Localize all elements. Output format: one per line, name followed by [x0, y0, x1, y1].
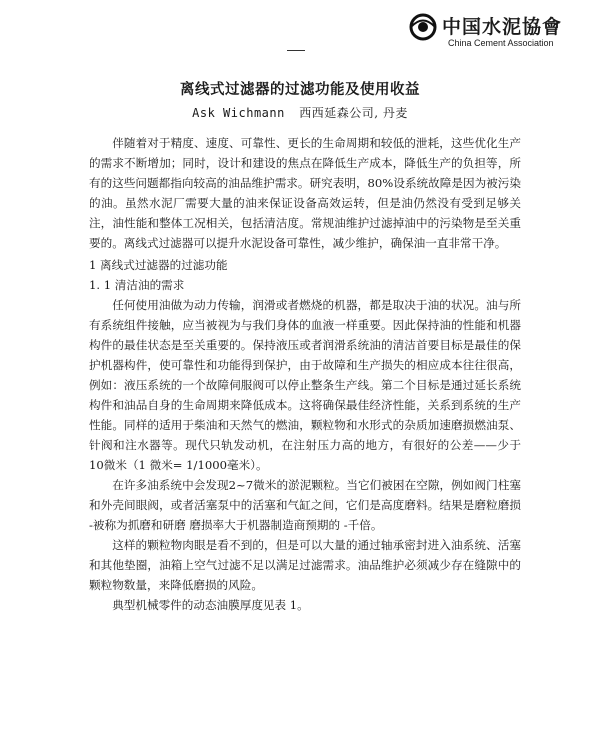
paragraph-2: 在许多油系统中会发现2~7微米的淤泥颗粒。当它们被困在空隙，例如阀门柱塞和外壳间眼阀，或者活塞泵中的活塞和气缸之间，它们是高度磨料。结果是磨粒磨损 -被称为抓磨和研磨 磨损率大于机器制造商预期的 -千倍。: [89, 478, 521, 532]
paragraph-4: 典型机械零件的动态油膜厚度见表 1。: [112, 598, 309, 612]
article-body: [89, 133, 521, 615]
author-affiliation: 西西延森公司, 丹麦: [299, 106, 408, 120]
logo-english-name: China Cement Association: [448, 38, 554, 48]
author-name: Ask Wichmann: [192, 106, 285, 120]
section-1-heading: 1 离线式过滤器的过滤功能: [89, 258, 228, 272]
section-1-1-heading: 1. 1 清洁油的需求: [89, 278, 185, 292]
author-line: [0, 104, 600, 121]
paragraph-1: 任何使用油做为动力传输，润滑或者燃烧的机器，都是取决于油的状况。油与所有系统组件接触，应当被视为与我们身体的血液一样重要。因此保持油的性能和机器构件的最佳状态是至关重要的。保持液压或者润滑系统油的清洁首要目标是最佳的保护机器构件，使可靠性和功能得到保护，由于故障和生产损失的相应成本往往很高，例如：液压系统的一个故障伺服阀可以停止整条生产线。第二个目标是通过延长系统构件和油品自身的生命周期来降低成本。这将确保最佳经济性能，关系到系统的生产性能。同样的适用于柴油和天然气的燃油，颗粒物和水形式的杂质加速磨损燃油泵、针阀和注水器等。现代只轨发动机，在注射压力高的地方，有很好的公差——少于10微米（1 微米= 1/1000毫米）。: [89, 298, 521, 472]
article-title: 离线式过滤器的过滤功能及使用收益: [180, 81, 420, 98]
header-divider: [287, 50, 305, 51]
cement-association-emblem-icon: [408, 12, 438, 42]
intro-paragraph: 伴随着对于精度、速度、可靠性、更长的生命周期和较低的泄耗，这些优化生产的需求不断增加；同时，设计和建设的焦点在降低生产成本，降低生产的负担等，所有的这些问题都指向较高的油品维护需求。研究表明，80%设系统故障是因为被污染的油。虽然水泥厂需要大量的油来保证设备高效运转，但是油仍然没有受到足够关注，油性能和整体工况相关，包括清洁度。常规油维护过滤掉油中的污染物是至关重要的。离线式过滤器可以提升水泥设备可靠性，减少维护，确保油一直非常干净。: [89, 136, 521, 250]
association-logo: [408, 8, 590, 56]
logo-chinese-name: 中国水泥協會: [442, 16, 563, 38]
paragraph-3: 这样的颗粒物肉眼是看不到的，但是可以大量的通过轴承密封进入油系统、活塞和其他垫圈，油箱上空气过滤不足以满足过滤需求。油品维护必须减少存在缝隙中的颗粒物数量，来降低磨损的风险。: [89, 538, 521, 592]
